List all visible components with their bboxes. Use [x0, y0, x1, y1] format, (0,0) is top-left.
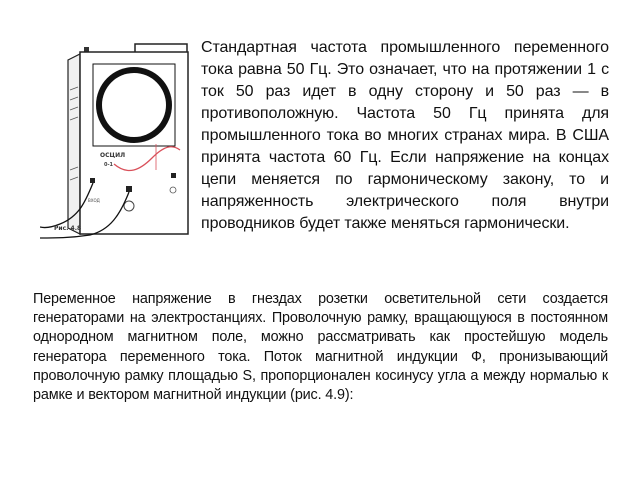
paragraph-generator: Переменное напряжение в гнездах розетки осветительной сети создается генераторами на электростанциях. Проволочную рамку, вращающуюся в постоянном однородном магнитном поле, можно рассматривать как простейшую модель генератора переменного тока. Поток магнитной индукции Ф, пронизывающий проволочную рамку площадью S, пропорционален косинусу угла а между нормалью к рамке и вектором магнитной индукции (рис. 4.9):	[33, 291, 608, 404]
figure-caption: Рис. 4.8	[54, 225, 82, 232]
svg-text:0-1: 0-1	[104, 162, 114, 168]
svg-text:ВХОД: ВХОД	[88, 198, 100, 203]
oscilloscope-figure	[40, 40, 190, 240]
svg-text:ОСЦИЛ: ОСЦИЛ	[100, 152, 126, 159]
paragraph-frequency: Стандартная частота промышленного переменного тока равна 50 Гц. Это означает, что на протяжении 1 с ток 50 раз идет в одну сторону и 50 раз — в противоположную. Частота 50 Гц принята для промышленного тока во многих странах мира. В США принята частота 60 Гц. Если напряжение на концах цепи меняется по гармоническому закону, то и напряженность электрического поля внутри проводников будет также меняться гармонически.	[201, 39, 609, 232]
oscilloscope-icon	[40, 40, 190, 240]
